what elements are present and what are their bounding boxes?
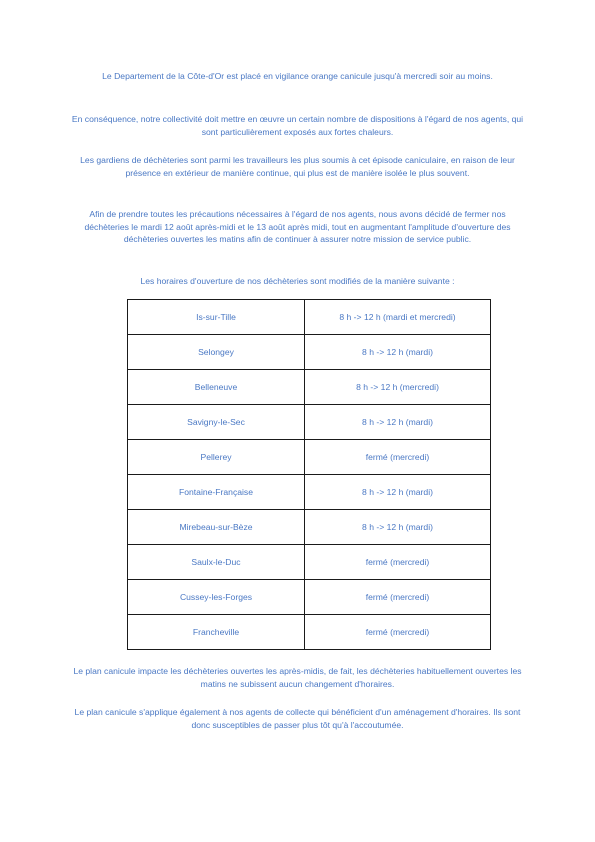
site-name-cell: Cussey-les-Forges: [128, 580, 305, 615]
table-row: [128, 370, 491, 405]
hours-cell: 8 h -> 12 h (mercredi): [305, 370, 491, 405]
consequence-paragraph: En conséquence, notre collectivité doit mettre en œuvre un certain nombre de dispositions à l'égard de nos agents, qui sont particulièrement exposés aux fortes chaleurs.: [71, 114, 524, 137]
hours-cell: fermé (mercredi): [305, 615, 491, 650]
table-row: [128, 615, 491, 650]
site-name-cell: Savigny-le-Sec: [128, 405, 305, 440]
table-row: [128, 510, 491, 545]
hours-cell: 8 h -> 12 h (mardi): [305, 475, 491, 510]
table-row: [128, 405, 491, 440]
table-row: [128, 580, 491, 615]
opening-hours-table: [127, 299, 491, 650]
hours-cell: fermé (mercredi): [305, 580, 491, 615]
afternoon-impact-paragraph: Le plan canicule impacte les déchèteries ouvertes les après-midis, de fait, les déchèteries habituellement ouvertes les matins ne subissent aucun changement d'horaires.: [73, 666, 522, 689]
guardians-paragraph: Les gardiens de déchèteries sont parmi les travailleurs les plus soumis à cet épisode caniculaire, en raison de leur présence en extérieur de manière continue, qui plus est de manière isolée le plus souvent.: [80, 155, 515, 178]
site-name-cell: Belleneuve: [128, 370, 305, 405]
table-row: [128, 300, 491, 335]
site-name-cell: Pellerey: [128, 440, 305, 475]
hours-cell: 8 h -> 12 h (mardi): [305, 405, 491, 440]
site-name-cell: Mirebeau-sur-Bèze: [128, 510, 305, 545]
table-row: [128, 545, 491, 580]
precautions-paragraph: Afin de prendre toutes les précautions nécessaires à l'égard de nos agents, nous avons décidé de fermer nos déchèteries le mardi 12 août après-midi et le 13 août après midi, tout en augmentant l'amplitude d'ouverture des déchèteries ouvertes les matins afin de continuer à assurer notre mission de service public.: [84, 209, 511, 244]
hours-cell: fermé (mercredi): [305, 440, 491, 475]
hours-cell: 8 h -> 12 h (mardi et mercredi): [305, 300, 491, 335]
table-row: [128, 475, 491, 510]
site-name-cell: Is-sur-Tille: [128, 300, 305, 335]
hours-cell: 8 h -> 12 h (mardi): [305, 335, 491, 370]
site-name-cell: Francheville: [128, 615, 305, 650]
table-row: [128, 335, 491, 370]
hours-cell: 8 h -> 12 h (mardi): [305, 510, 491, 545]
site-name-cell: Selongey: [128, 335, 305, 370]
table-row: [128, 440, 491, 475]
site-name-cell: Fontaine-Française: [128, 475, 305, 510]
schedule-intro-paragraph: Les horaires d'ouverture de nos déchèteries sont modifiés de la manière suivante :: [140, 276, 455, 286]
hours-cell: fermé (mercredi): [305, 545, 491, 580]
site-name-cell: Saulx-le-Duc: [128, 545, 305, 580]
vigilance-paragraph: Le Departement de la Côte-d'Or est placé en vigilance orange canicule jusqu'à mercredi soir au moins.: [102, 71, 493, 81]
collection-agents-paragraph: Le plan canicule s'applique également à nos agents de collecte qui bénéficient d'un aménagement d'horaires. Ils sont donc susceptibles de passer plus tôt qu'à l'accoutumée.: [74, 707, 521, 730]
